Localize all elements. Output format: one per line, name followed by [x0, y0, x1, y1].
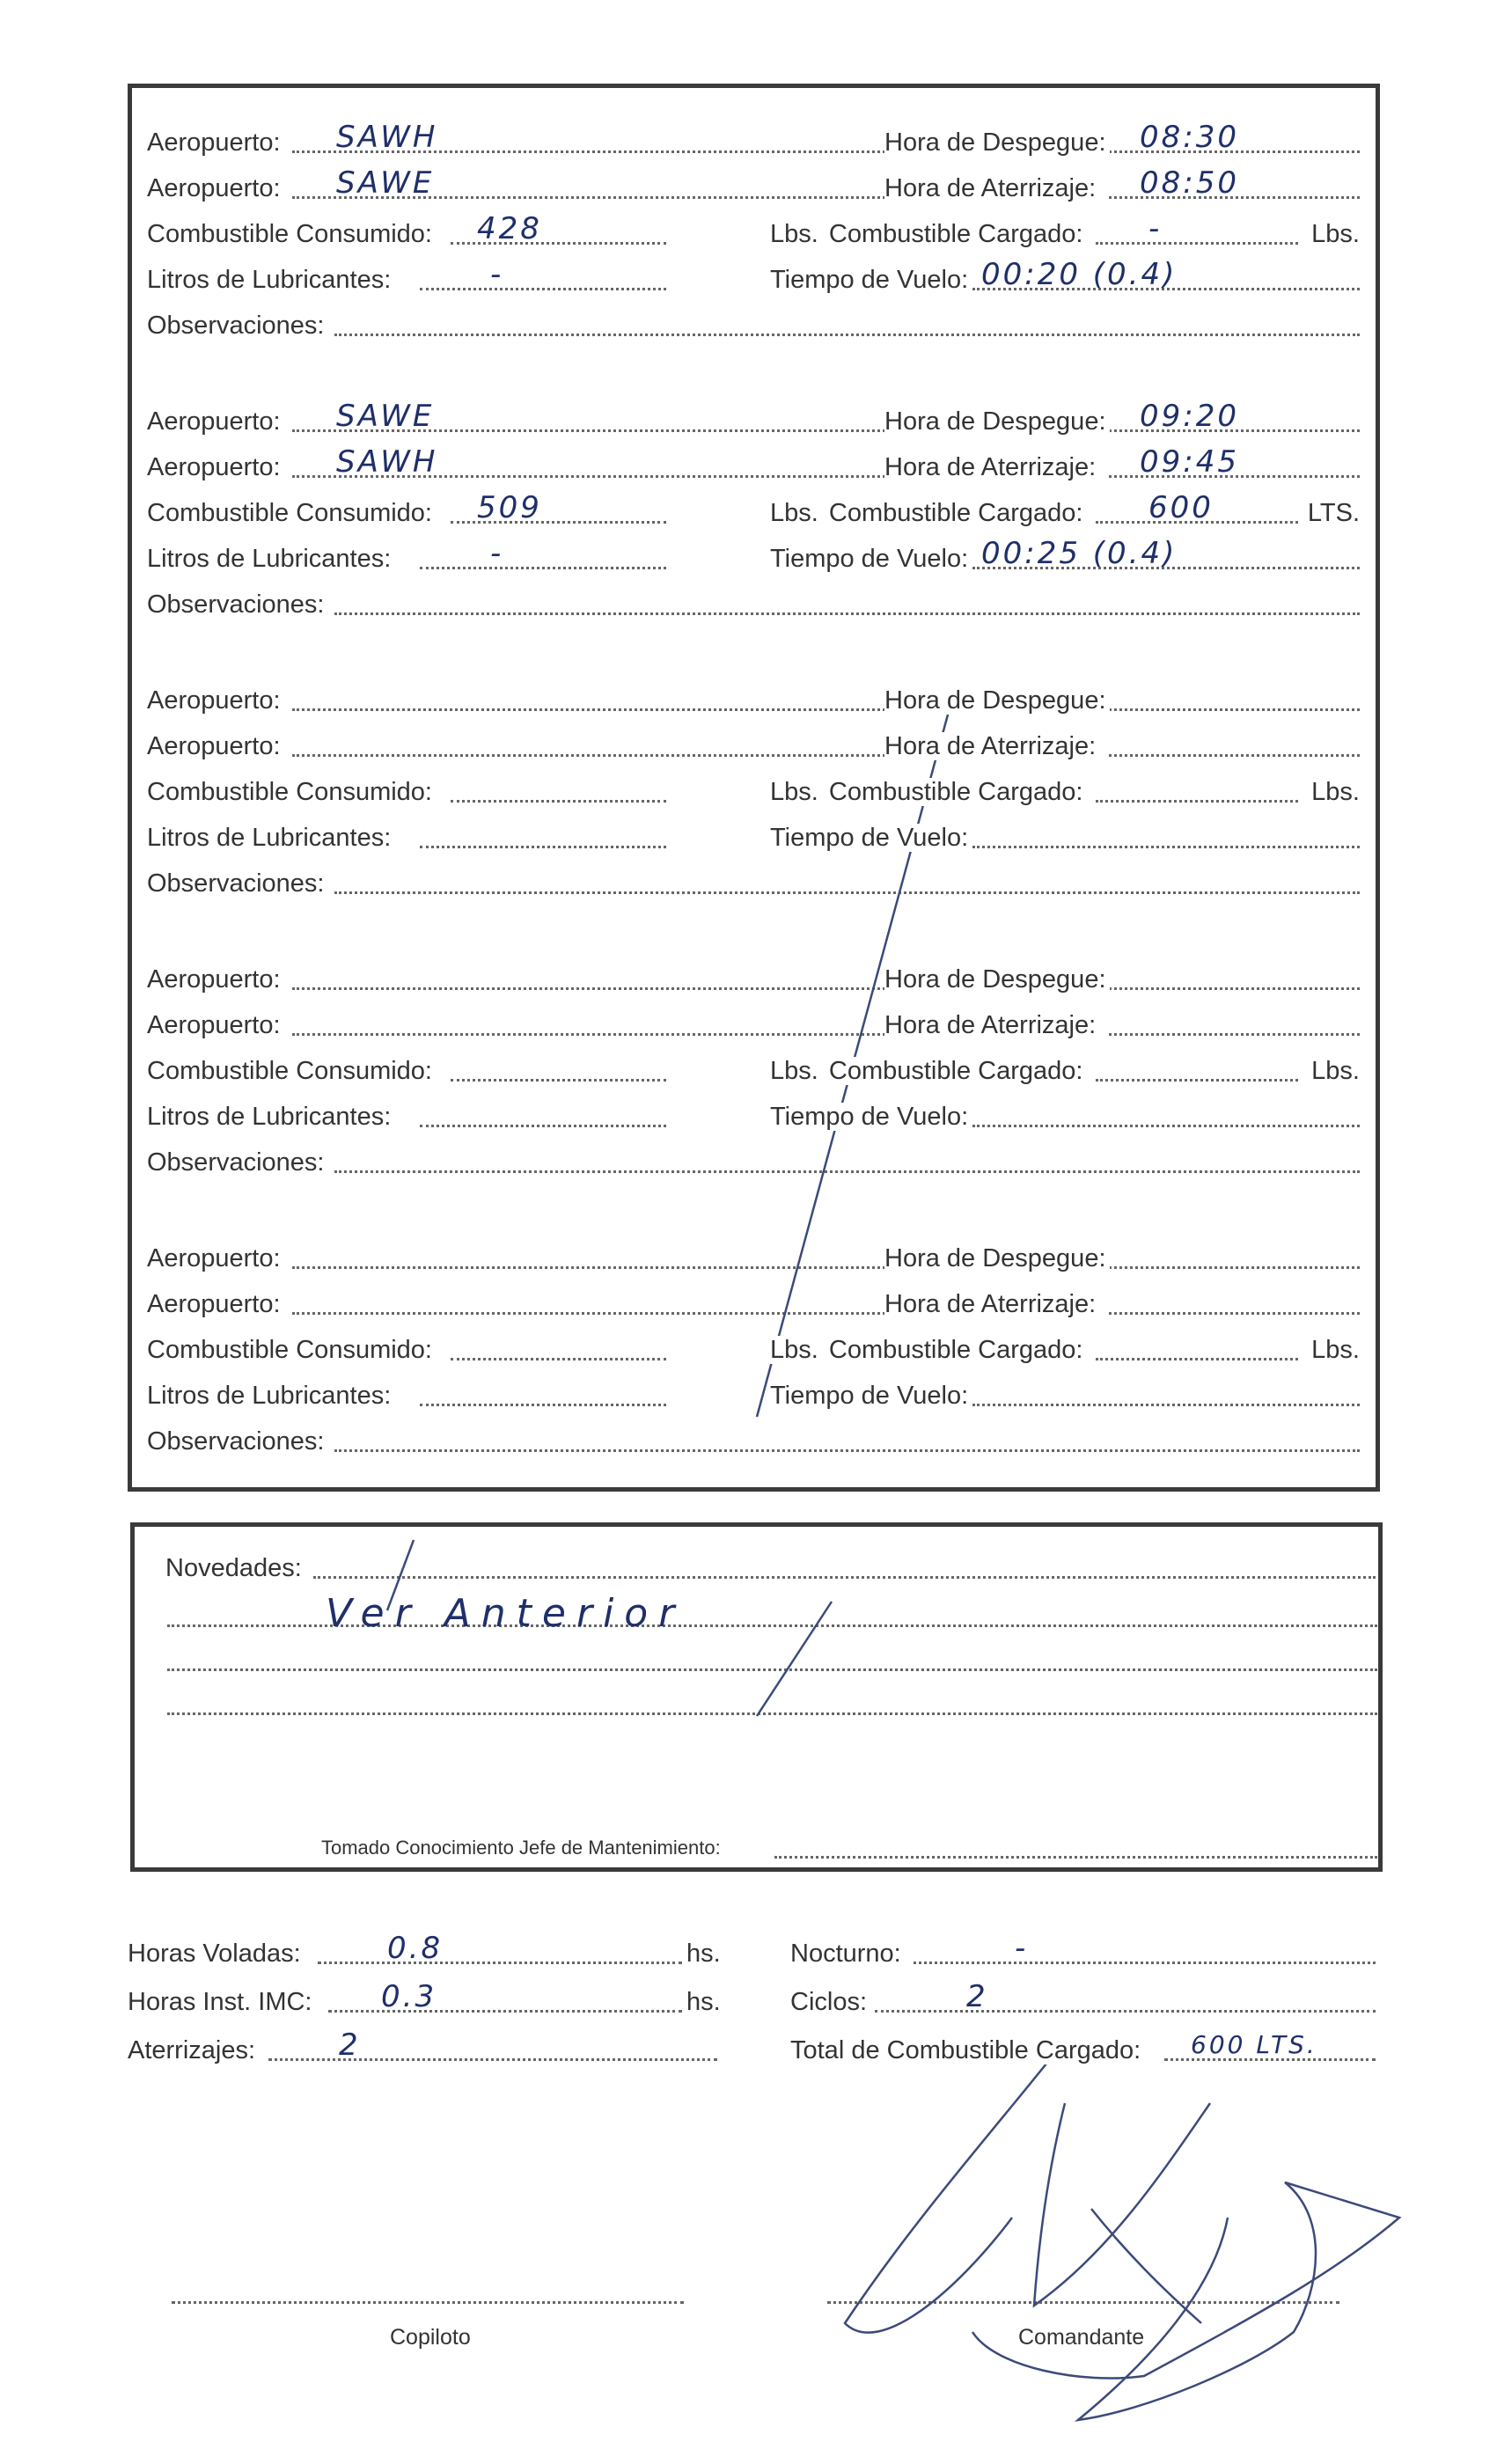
fuel-used-field[interactable] — [451, 800, 666, 803]
arr-airport-field[interactable] — [292, 754, 891, 757]
flight-time-row — [770, 1378, 1360, 1413]
fuel-loaded-row — [770, 774, 1360, 810]
arr-airport-label: Aeropuerto: — [147, 1011, 284, 1039]
landing-label: Hora de Aterrizaje: — [884, 1290, 1099, 1318]
fuel-used-value[interactable]: 509 — [477, 490, 542, 525]
arr-airport-field[interactable] — [292, 1033, 891, 1036]
flight-time-value[interactable]: 00:20 (0.4) — [981, 257, 1178, 292]
novedades-handwritten[interactable]: Ver Anterior — [326, 1591, 686, 1636]
total-fuel-label: Total de Combustible Cargado: — [790, 2036, 1144, 2064]
dep-airport-value[interactable]: SAWE — [336, 399, 435, 434]
takeoff-label: Hora de Despegue: — [884, 965, 1110, 994]
fuel-used-label: Combustible Consumido: — [147, 1057, 436, 1085]
fuel-loaded-label: Combustible Cargado: — [829, 499, 1087, 527]
total-fuel-row — [790, 2030, 1376, 2068]
landing-field[interactable] — [1109, 1312, 1360, 1315]
imc-unit: hs. — [686, 1988, 721, 2016]
total-fuel-value[interactable]: 600 LTS. — [1191, 2030, 1317, 2059]
dep-airport-row — [147, 1241, 891, 1276]
arr-airport-label: Aeropuerto: — [147, 453, 284, 481]
landing-field[interactable] — [1109, 754, 1360, 757]
flight-time-row — [770, 536, 1360, 576]
landings-label: Aterrizajes: — [128, 2036, 259, 2064]
takeoff-label: Hora de Despegue: — [884, 407, 1110, 436]
takeoff-label: Hora de Despegue: — [884, 128, 1110, 157]
lubricants-label: Litros de Lubricantes: — [147, 1382, 394, 1410]
imc-label: Horas Inst. IMC: — [128, 1988, 316, 2016]
landing-row — [884, 729, 1360, 764]
flight-time-label: Tiempo de Vuelo: — [770, 1382, 972, 1410]
lubricants-row — [147, 536, 666, 576]
notes-label: Observaciones: — [147, 590, 328, 619]
dep-airport-label: Aeropuerto: — [147, 965, 284, 994]
fuel-loaded-value[interactable]: 600 — [1148, 490, 1214, 525]
fuel-used-row — [147, 1053, 666, 1089]
landing-field[interactable] — [1109, 1033, 1360, 1036]
takeoff-row — [884, 1241, 1360, 1276]
fuel-loaded-row — [770, 1332, 1360, 1368]
novedades-label: Novedades: — [165, 1554, 305, 1582]
lubricants-row — [147, 1378, 666, 1413]
landing-label: Hora de Aterrizaje: — [884, 732, 1099, 760]
dep-airport-label: Aeropuerto: — [147, 128, 284, 157]
landing-row — [884, 165, 1360, 206]
notes-label: Observaciones: — [147, 1427, 328, 1456]
fuel-loaded-row — [770, 490, 1360, 531]
notes-label: Observaciones: — [147, 1148, 328, 1177]
arr-airport-value[interactable]: SAWE — [336, 165, 435, 201]
landing-value[interactable]: 09:45 — [1140, 444, 1239, 480]
fuel-used-row — [147, 211, 666, 252]
notes-row — [147, 587, 1360, 622]
fuel-loaded-unit: Lbs. — [1311, 1057, 1360, 1085]
fuel-used-unit: Lbs. — [770, 778, 822, 806]
fuel-loaded-value[interactable]: - — [1148, 211, 1163, 246]
cycles-value[interactable]: 2 — [966, 1979, 988, 2014]
fuel-used-unit: Lbs. — [770, 220, 822, 248]
fuel-used-label: Combustible Consumido: — [147, 499, 436, 527]
signature-icon — [845, 2046, 1399, 2420]
landing-label: Hora de Aterrizaje: — [884, 174, 1099, 202]
fuel-used-label: Combustible Consumido: — [147, 778, 436, 806]
fuel-loaded-row — [770, 1053, 1360, 1089]
hours-flown-label: Horas Voladas: — [128, 1940, 305, 1968]
takeoff-row — [884, 683, 1360, 718]
lubricants-row — [147, 1099, 666, 1134]
fuel-loaded-unit: Lbs. — [1311, 220, 1360, 248]
flight-time-label: Tiempo de Vuelo: — [770, 266, 972, 294]
notes-field[interactable] — [334, 1170, 1360, 1173]
dep-airport-label: Aeropuerto: — [147, 686, 284, 715]
flight-time-value[interactable]: 00:25 (0.4) — [981, 536, 1178, 571]
dep-airport-label: Aeropuerto: — [147, 407, 284, 436]
night-row — [790, 1931, 1376, 1971]
takeoff-value[interactable]: 08:30 — [1140, 120, 1239, 155]
flight-time-label: Tiempo de Vuelo: — [770, 824, 972, 852]
notes-row — [147, 1424, 1360, 1459]
arr-airport-row — [147, 1008, 891, 1043]
fuel-loaded-label: Combustible Cargado: — [829, 1057, 1087, 1085]
cycles-row — [790, 1979, 1376, 2020]
dep-airport-field[interactable] — [292, 708, 891, 711]
fuel-used-field[interactable] — [451, 1358, 666, 1360]
dep-airport-row — [147, 399, 891, 439]
fuel-loaded-field[interactable] — [1096, 242, 1298, 245]
night-label: Nocturno: — [790, 1940, 905, 1968]
dep-airport-row — [147, 120, 891, 160]
fuel-loaded-label: Combustible Cargado: — [829, 220, 1087, 248]
arr-airport-row — [147, 444, 891, 485]
lubricants-row — [147, 257, 666, 297]
fuel-used-row — [147, 1332, 666, 1368]
copilot-label: Copiloto — [390, 2325, 471, 2350]
flight-time-label: Tiempo de Vuelo: — [770, 1103, 972, 1131]
takeoff-row — [884, 120, 1360, 160]
lubricants-label: Litros de Lubricantes: — [147, 266, 394, 294]
fuel-used-unit: Lbs. — [770, 1336, 822, 1364]
lubricants-field[interactable] — [420, 567, 666, 569]
lubricants-value[interactable]: - — [490, 257, 504, 292]
lubricants-field[interactable] — [420, 1125, 666, 1127]
commander-label: Comandante — [1018, 2325, 1145, 2350]
takeoff-field[interactable] — [1109, 987, 1360, 990]
dep-airport-row — [147, 962, 891, 997]
takeoff-field[interactable] — [1109, 708, 1360, 711]
notes-field[interactable] — [334, 334, 1360, 336]
takeoff-field[interactable] — [1109, 1266, 1360, 1269]
dep-airport-row — [147, 683, 891, 718]
fuel-loaded-field[interactable] — [1096, 1079, 1298, 1082]
flight-time-row — [770, 257, 1360, 297]
arr-airport-label: Aeropuerto: — [147, 174, 284, 202]
fuel-used-row — [147, 490, 666, 531]
novedades-label-row — [165, 1551, 1376, 1586]
lubricants-field[interactable] — [420, 846, 666, 848]
fuel-used-unit: Lbs. — [770, 1057, 822, 1085]
landing-row — [884, 1008, 1360, 1043]
fuel-used-value[interactable]: 428 — [477, 211, 542, 246]
fuel-loaded-label: Combustible Cargado: — [829, 1336, 1087, 1364]
lubricants-label: Litros de Lubricantes: — [147, 545, 394, 573]
lubricants-label: Litros de Lubricantes: — [147, 824, 394, 852]
fuel-used-field[interactable] — [451, 1079, 666, 1082]
arr-airport-field[interactable] — [292, 1312, 891, 1315]
cycles-label: Ciclos: — [790, 1988, 870, 2016]
lubricants-field[interactable] — [420, 1404, 666, 1406]
fuel-loaded-field[interactable] — [1096, 1358, 1298, 1360]
flight-time-row — [770, 820, 1360, 855]
arr-airport-row — [147, 165, 891, 206]
lubricants-field[interactable] — [420, 288, 666, 290]
takeoff-label: Hora de Despegue: — [884, 1244, 1110, 1272]
notes-row — [147, 1145, 1360, 1180]
fuel-loaded-row — [770, 211, 1360, 252]
commander-signature-line[interactable] — [827, 2301, 1339, 2304]
notes-row — [147, 866, 1360, 901]
arr-airport-label: Aeropuerto: — [147, 1290, 284, 1318]
notes-field[interactable] — [334, 612, 1360, 615]
notes-field[interactable] — [334, 891, 1360, 894]
hours-flown-unit: hs. — [686, 1940, 721, 1968]
landing-label: Hora de Aterrizaje: — [884, 1011, 1099, 1039]
landing-row — [884, 1287, 1360, 1322]
lubricants-label: Litros de Lubricantes: — [147, 1103, 394, 1131]
lubricants-value[interactable]: - — [490, 536, 504, 571]
notes-row — [147, 308, 1360, 343]
takeoff-value[interactable]: 09:20 — [1140, 399, 1239, 434]
maintenance-ack-label: Tomado Conocimiento Jefe de Mantenimiento: — [321, 1837, 724, 1859]
takeoff-row — [884, 399, 1360, 439]
imc-value[interactable]: 0.3 — [381, 1979, 437, 2014]
arr-airport-row — [147, 729, 891, 764]
dep-airport-value[interactable]: SAWH — [336, 120, 438, 155]
fuel-loaded-label: Combustible Cargado: — [829, 778, 1087, 806]
fuel-loaded-unit: LTS. — [1307, 499, 1360, 527]
fuel-used-unit: Lbs. — [770, 499, 822, 527]
dep-airport-field[interactable] — [292, 1266, 891, 1269]
arr-airport-value[interactable]: SAWH — [336, 444, 438, 480]
dep-airport-field[interactable] — [292, 987, 891, 990]
hours-flown-value[interactable]: 0.8 — [387, 1931, 444, 1966]
landing-label: Hora de Aterrizaje: — [884, 453, 1099, 481]
landings-value[interactable]: 2 — [339, 2028, 361, 2063]
notes-label: Observaciones: — [147, 869, 328, 898]
fuel-loaded-field[interactable] — [1096, 800, 1298, 803]
flight-time-field[interactable] — [972, 1125, 1360, 1127]
landing-value[interactable]: 08:50 — [1140, 165, 1239, 201]
flight-time-field[interactable] — [972, 1404, 1360, 1406]
lubricants-row — [147, 820, 666, 855]
fuel-used-label: Combustible Consumido: — [147, 1336, 436, 1364]
fuel-used-row — [147, 774, 666, 810]
fuel-loaded-unit: Lbs. — [1311, 1336, 1360, 1364]
notes-field[interactable] — [334, 1449, 1360, 1452]
landing-row — [884, 444, 1360, 485]
flight-time-field[interactable] — [972, 846, 1360, 848]
dep-airport-label: Aeropuerto: — [147, 1244, 284, 1272]
flight-time-row — [770, 1099, 1360, 1134]
night-value[interactable]: - — [1015, 1931, 1029, 1966]
fuel-used-label: Combustible Consumido: — [147, 220, 436, 248]
fuel-loaded-unit: Lbs. — [1311, 778, 1360, 806]
flight-time-label: Tiempo de Vuelo: — [770, 545, 972, 573]
notes-label: Observaciones: — [147, 312, 328, 340]
arr-airport-row — [147, 1287, 891, 1322]
arr-airport-label: Aeropuerto: — [147, 732, 284, 760]
takeoff-label: Hora de Despegue: — [884, 686, 1110, 715]
takeoff-row — [884, 962, 1360, 997]
